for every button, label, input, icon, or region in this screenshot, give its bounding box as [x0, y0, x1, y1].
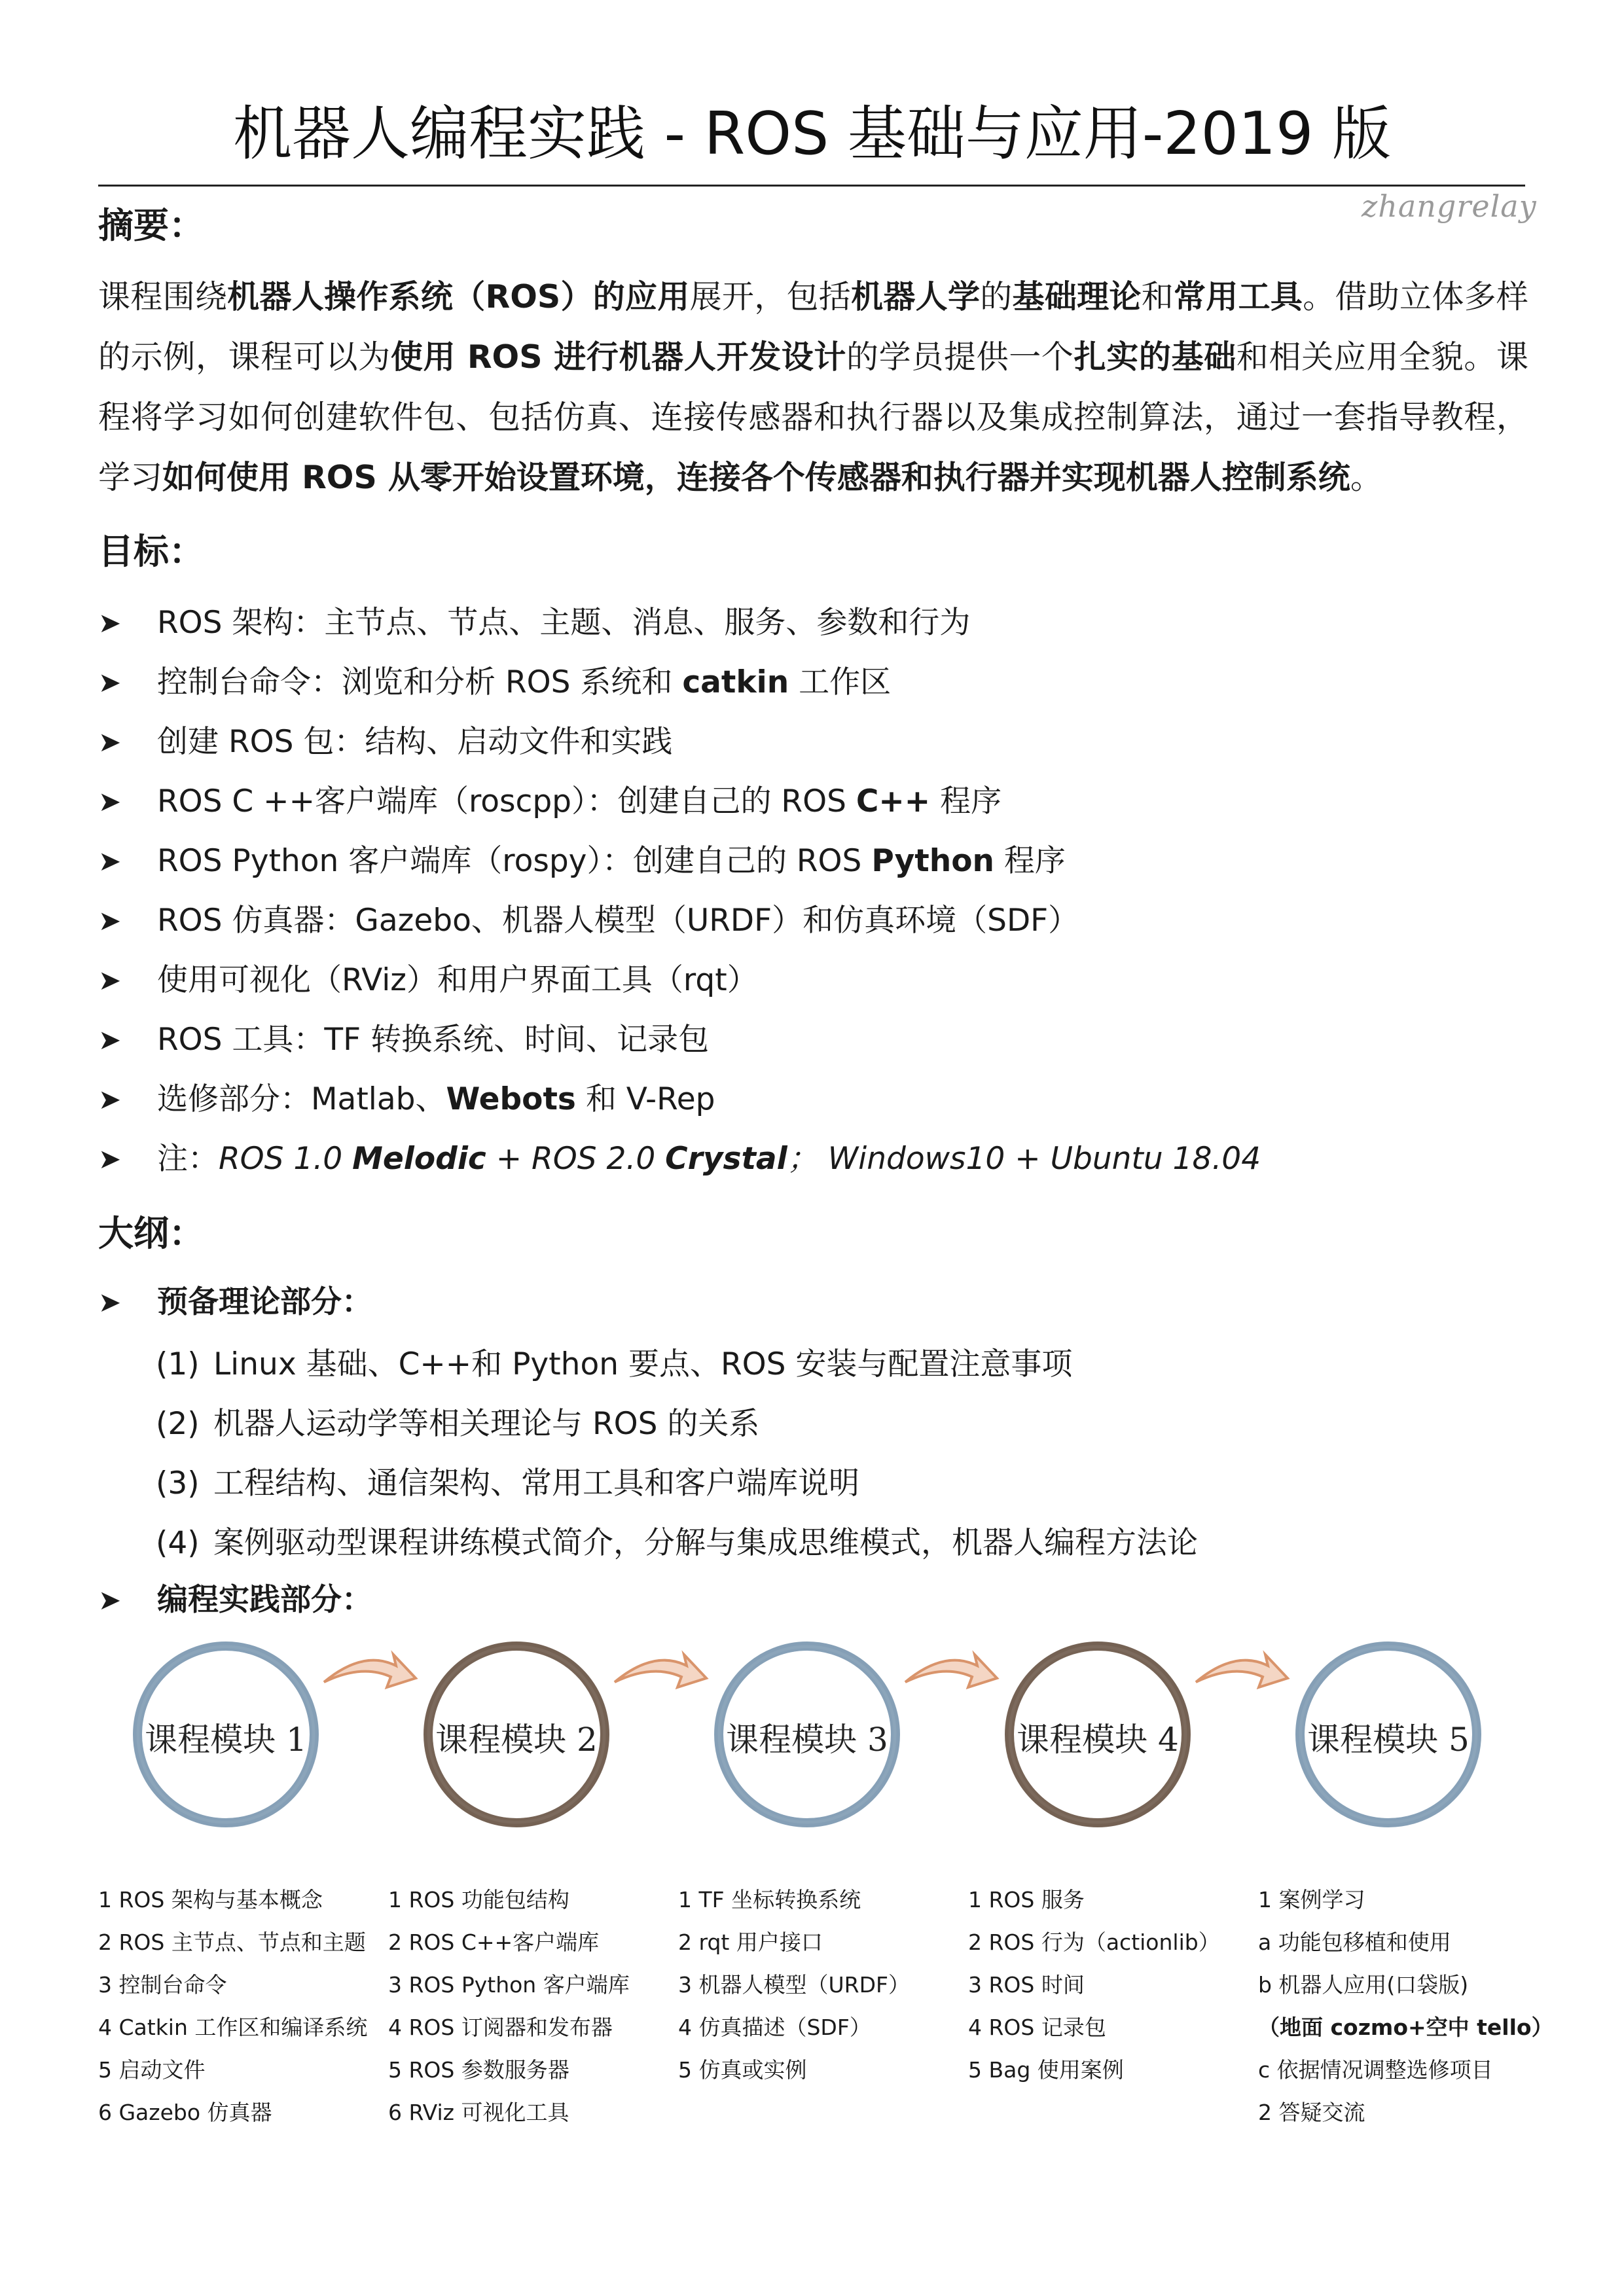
- module-detail-list: [968, 1878, 1250, 2091]
- summary-emphasis: 机器人操作系统（ROS）的应用: [227, 278, 690, 315]
- theory-item: [156, 1398, 759, 1450]
- goal-text-segment: ROS 工具：TF 转换系统、时间、记录包: [157, 1022, 710, 1058]
- module-detail-item: 6 Gazebo 仿真器: [98, 2100, 272, 2125]
- summary-text: 的学员提供一个: [846, 338, 1074, 376]
- goal-text-segment: 工作区: [789, 664, 892, 700]
- summary-text: 展开，包括: [689, 278, 852, 315]
- goal-text: [157, 597, 970, 649]
- goal-text-segment: 创建 ROS 包：结构、启动文件和实践: [157, 724, 673, 760]
- goal-text-segment: Crystal: [665, 1141, 787, 1177]
- goal-text-segment: 注：: [157, 1141, 219, 1177]
- module-label: 课程模块 2: [435, 1721, 598, 1759]
- module-detail-item: 3 ROS Python 客户端库: [388, 1972, 630, 1998]
- goal-text: [157, 716, 672, 768]
- practice-section-title: ➤ 编程实践部分：: [98, 1574, 372, 1626]
- summary-emphasis: 机器人学: [851, 278, 981, 315]
- goal-text-segment: ROS 1.0: [219, 1141, 353, 1177]
- module-detail-item: 1 ROS 架构与基本概念: [98, 1887, 323, 1912]
- arrowhead-bullet-icon: ➤: [98, 964, 122, 996]
- arrowhead-bullet-icon: ➤: [98, 785, 122, 817]
- module-detail-item: 1 TF 坐标转换系统: [678, 1887, 861, 1912]
- module-detail-item: 1 ROS 功能包结构: [388, 1887, 569, 1912]
- goal-item: [98, 597, 970, 649]
- module-detail-item: 1 案例学习: [1258, 1887, 1365, 1912]
- module-label: 课程模块 4: [1017, 1721, 1179, 1759]
- goal-item: [98, 835, 1066, 888]
- module-detail-item: c 依据情况调整选修项目: [1258, 2057, 1493, 2083]
- goal-text-segment: Python: [871, 843, 994, 879]
- goal-item: [98, 1133, 1261, 1185]
- module-label: 课程模块 3: [726, 1721, 888, 1759]
- right-arrow-icon: [1196, 1655, 1288, 1687]
- module-detail-item: 1 ROS 服务: [968, 1887, 1085, 1912]
- summary-emphasis: 使用 ROS 进行机器人开发设计: [390, 338, 847, 376]
- module-detail-item: 2 rqt 用户接口: [678, 1929, 823, 1955]
- goal-item: [98, 1014, 709, 1066]
- module-detail-item: 4 ROS 记录包: [968, 2015, 1106, 2040]
- theory-section-title: ➤ 预备理论部分：: [98, 1276, 372, 1329]
- module-detail-item: 3 ROS 时间: [968, 1972, 1085, 1998]
- summary-emphasis: 扎实的基础: [1074, 338, 1236, 376]
- module-detail-item: 5 启动文件: [98, 2057, 206, 2083]
- summary-paragraph: [98, 267, 1528, 508]
- theory-item: [156, 1338, 1072, 1391]
- author-signature: zhangrelay: [1362, 188, 1537, 224]
- goal-text-segment: ROS Python 客户端库（rospy）：创建自己的 ROS: [157, 843, 872, 879]
- right-arrow-icon: [324, 1655, 416, 1687]
- arrowhead-bullet-icon: ➤: [98, 666, 122, 698]
- module-detail-item: 2 答疑交流: [1258, 2100, 1365, 2125]
- goal-text: [157, 895, 1079, 947]
- outline-heading: 大纲：: [98, 1213, 204, 1254]
- module-detail-item: a 功能包移植和使用: [1258, 1929, 1451, 1955]
- theory-item-text: 机器人运动学等相关理论与 ROS 的关系: [213, 1406, 760, 1442]
- arrowhead-bullet-icon: ➤: [98, 1286, 122, 1318]
- goals-heading: 目标：: [98, 531, 204, 572]
- right-arrow-icon: [905, 1655, 997, 1687]
- module-detail-list: [388, 1878, 670, 2134]
- module-detail-item: 6 RViz 可视化工具: [388, 2100, 569, 2125]
- module-detail-item: 5 ROS 参数服务器: [388, 2057, 569, 2083]
- goal-text: [157, 656, 891, 709]
- goal-text-segment: ROS 仿真器：Gazebo、机器人模型（URDF）和仿真环境（SDF）: [157, 903, 1079, 939]
- module-flow-graphic: [98, 1636, 1538, 1885]
- goal-item: [98, 954, 758, 1007]
- goal-text-segment: 控制台命令：浏览和分析 ROS 系统和: [157, 664, 683, 700]
- page-title: 机器人编程实践 - ROS 基础与应用-2019 版: [233, 99, 1391, 168]
- arrowhead-bullet-icon: ➤: [98, 1143, 122, 1175]
- theory-item-number: (1): [156, 1346, 200, 1382]
- goal-text-segment: 程序: [930, 783, 1002, 819]
- theory-item-number: (4): [156, 1525, 200, 1561]
- summary-emphasis: 如何使用 ROS 从零开始设置环境，连接各个传感器和执行器并实现机器人控制系统: [162, 459, 1350, 496]
- summary-emphasis: 常用工具: [1174, 278, 1303, 315]
- module-detail-item: 4 ROS 订阅器和发布器: [388, 2015, 613, 2040]
- module-label: 课程模块 5: [1307, 1721, 1470, 1759]
- theory-item: [156, 1517, 1198, 1570]
- summary-heading: 摘要：: [98, 205, 204, 246]
- module-detail-item: 3 控制台命令: [98, 1972, 227, 1998]
- summary-text: 和: [1141, 278, 1174, 315]
- goal-item: [98, 656, 891, 709]
- arrowhead-bullet-icon: ➤: [98, 607, 122, 639]
- goal-text-segment: C++: [856, 783, 931, 819]
- goal-item: [98, 776, 1001, 828]
- arrowhead-bullet-icon: ➤: [98, 1584, 122, 1616]
- module-detail-item: 4 仿真描述（SDF）: [678, 2015, 871, 2040]
- goal-item: [98, 1073, 715, 1126]
- module-flow: [98, 1636, 1538, 1885]
- goal-text-segment: ROS C ++客户端库（roscpp）：创建自己的 ROS: [157, 783, 856, 819]
- goal-text-segment: catkin: [682, 664, 789, 700]
- module-detail-item: b 机器人应用(口袋版): [1258, 1972, 1469, 1998]
- goal-text-segment: ； Windows10 + Ubuntu 18.04: [787, 1141, 1261, 1177]
- arrowhead-bullet-icon: ➤: [98, 845, 122, 877]
- theory-item-number: (2): [156, 1406, 200, 1442]
- goal-text: [157, 835, 1066, 888]
- arrowhead-bullet-icon: ➤: [98, 905, 122, 937]
- theory-item-number: (3): [156, 1465, 200, 1501]
- summary-emphasis: 基础理论: [1012, 278, 1142, 315]
- summary-text: 。: [1350, 459, 1382, 496]
- goal-item: [98, 895, 1079, 947]
- module-detail-item: 3 机器人模型（URDF）: [678, 1972, 910, 1998]
- module-detail-item: 4 Catkin 工作区和编译系统: [98, 2015, 368, 2040]
- summary-text: 。借助立体多样的示例，课程可以为: [98, 278, 1528, 376]
- goal-text: [157, 1014, 709, 1066]
- right-arrow-icon: [615, 1655, 706, 1687]
- goal-text: [157, 1133, 1261, 1185]
- goal-text-segment: 使用可视化（RViz）和用户界面工具（rqt）: [157, 962, 758, 998]
- module-detail-item: 5 仿真或实例: [678, 2057, 807, 2083]
- goal-text-segment: 程序: [994, 843, 1066, 879]
- summary-text: 和相关应用全貌。课程将学习如何创建软件包、包括仿真、连接传感器和执行器以及集成控制算法，通过一套指导教程，学习: [98, 338, 1528, 496]
- theory-item: [156, 1458, 859, 1510]
- title-divider: [98, 185, 1525, 187]
- theory-item-text: Linux 基础、C++和 Python 要点、ROS 安装与配置注意事项: [213, 1346, 1073, 1382]
- goal-text: [157, 954, 758, 1007]
- summary-text: 课程围绕: [98, 278, 228, 315]
- goal-text-segment: Webots: [446, 1081, 576, 1117]
- goal-text: [157, 776, 1001, 828]
- goal-text-segment: 和 V-Rep: [575, 1081, 715, 1117]
- module-detail-list: [98, 1878, 380, 2134]
- goal-text-segment: ROS 架构：主节点、节点、主题、消息、服务、参数和行为: [157, 605, 971, 641]
- module-detail-list: [678, 1878, 960, 2091]
- module-detail-item: 2 ROS 主节点、节点和主题: [98, 1929, 366, 1955]
- goal-text-segment: 选修部分：Matlab、: [157, 1081, 446, 1117]
- goal-item: [98, 716, 672, 768]
- arrowhead-bullet-icon: ➤: [98, 1024, 122, 1056]
- module-detail-item: 2 ROS 行为（actionlib）: [968, 1929, 1220, 1955]
- module-detail-item: 2 ROS C++客户端库: [388, 1929, 600, 1955]
- goal-text: [157, 1073, 715, 1126]
- theory-item-text: 案例驱动型课程讲练模式简介，分解与集成思维模式，机器人编程方法论: [213, 1525, 1198, 1561]
- module-detail-list: [1258, 1878, 1553, 2134]
- goal-text-segment: Melodic: [352, 1141, 486, 1177]
- summary-text: 的: [980, 278, 1013, 315]
- arrowhead-bullet-icon: ➤: [98, 1083, 122, 1115]
- module-label: 课程模块 1: [145, 1721, 307, 1759]
- goal-text-segment: + ROS 2.0: [486, 1141, 666, 1177]
- module-detail-item: 5 Bag 使用案例: [968, 2057, 1124, 2083]
- module-detail-item: （地面 cozmo+空中 tello）: [1258, 2015, 1553, 2040]
- arrowhead-bullet-icon: ➤: [98, 726, 122, 758]
- theory-item-text: 工程结构、通信架构、常用工具和客户端库说明: [213, 1465, 859, 1501]
